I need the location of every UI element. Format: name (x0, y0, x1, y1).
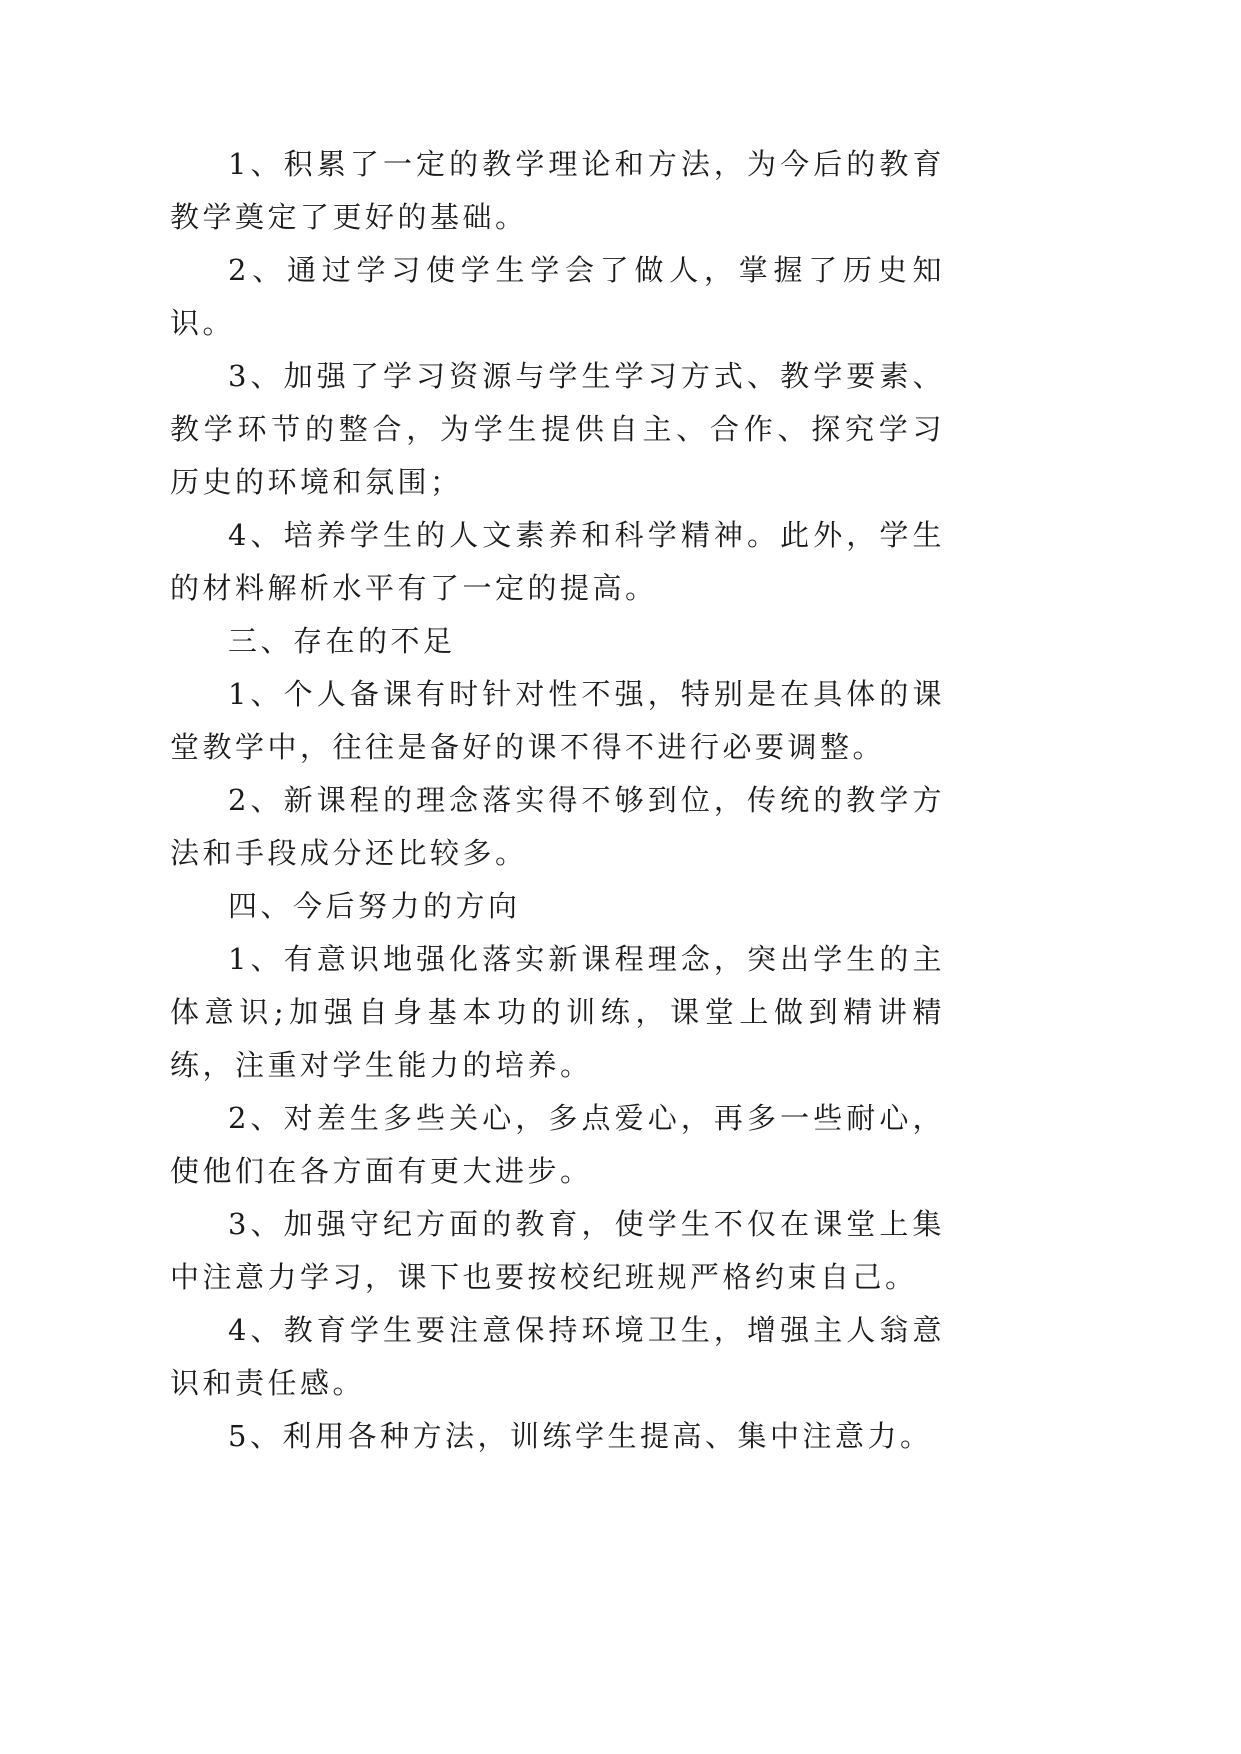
paragraph-achievement-2: 2、通过学习使学生学会了做人，掌握了历史知识。 (170, 253, 945, 340)
paragraph-achievement-3: 3、加强了学习资源与学生学习方式、教学要素、教学环节的整合，为学生提供自主、合作、探究学习历史的环境和氛围； (170, 359, 945, 499)
section-heading-future-direction: 四、今后努力的方向 (228, 889, 521, 923)
paragraph-direction-3: 3、加强守纪方面的教育，使学生不仅在课堂上集中注意力学习，课下也要按校纪班规严格约束自己。 (170, 1207, 945, 1294)
paragraph-achievement-1: 1、积累了一定的教学理论和方法，为今后的教育教学奠定了更好的基础。 (170, 147, 945, 234)
paragraph-direction-5: 5、利用各种方法，训练学生提高、集中注意力。 (228, 1419, 933, 1453)
paragraph-achievement-4: 4、培养学生的人文素养和科学精神。此外，学生的材料解析水平有了一定的提高。 (170, 518, 945, 605)
section-heading-shortcomings: 三、存在的不足 (228, 624, 456, 658)
paragraph-direction-4: 4、教育学生要注意保持环境卫生，增强主人翁意识和责任感。 (170, 1313, 945, 1400)
document-body (170, 138, 945, 1463)
paragraph-direction-2: 2、对差生多些关心，多点爱心，再多一些耐心，使他们在各方面有更大进步。 (170, 1101, 945, 1188)
paragraph-direction-1: 1、有意识地强化落实新课程理念，突出学生的主体意识;加强自身基本功的训练，课堂上做到精讲精练，注重对学生能力的培养。 (170, 942, 945, 1082)
paragraph-shortcoming-1: 1、个人备课有时针对性不强，特别是在具体的课堂教学中，往往是备好的课不得不进行必要调整。 (170, 677, 945, 764)
paragraph-shortcoming-2: 2、新课程的理念落实得不够到位，传统的教学方法和手段成分还比较多。 (170, 783, 945, 870)
